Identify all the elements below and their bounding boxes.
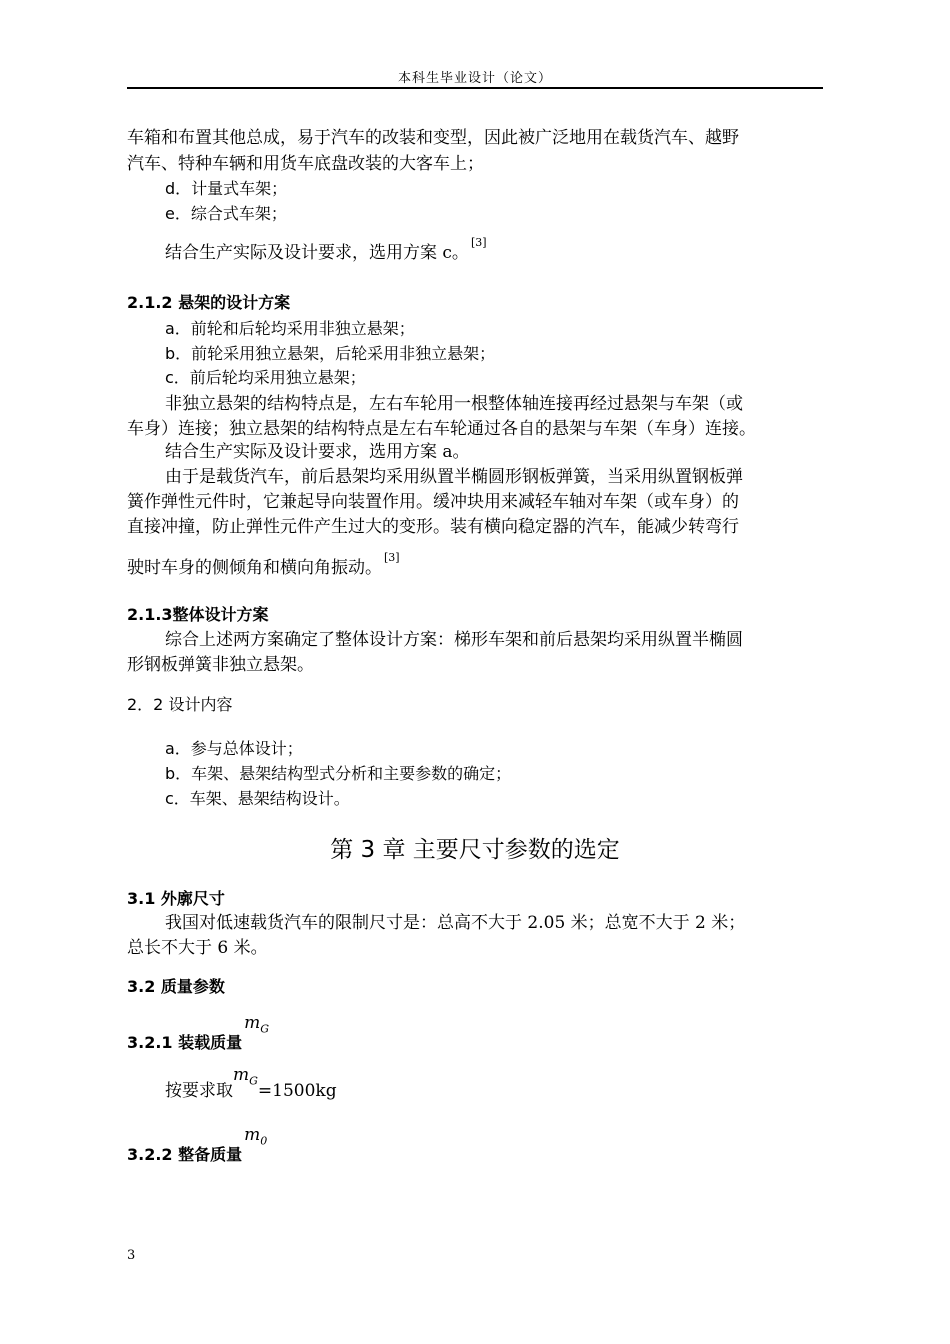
- list-item: d．计量式车架；: [165, 179, 288, 198]
- paragraph-line: 总长不大于 6 米。: [127, 938, 268, 958]
- chapter-title: 第 3 章 主要尺寸参数的选定: [330, 837, 620, 863]
- paragraph-line: 形钢板弹簧非独立悬架。: [127, 655, 314, 675]
- list-item: a．前轮和后轮均采用非独立悬架；: [165, 319, 415, 338]
- header-rule: [127, 87, 823, 89]
- section-heading: 2．2 设计内容: [127, 695, 233, 714]
- section-heading: 2.1.3整体设计方案: [127, 605, 269, 624]
- math-symbol: [233, 1065, 258, 1088]
- paragraph-line: [165, 1065, 337, 1108]
- symbol-base: m: [233, 1065, 250, 1085]
- paragraph-line: 非独立悬架的结构特点是，左右车轮用一根整体轴连接再经过悬架与车架（或: [165, 394, 743, 414]
- paragraph-line: 直接冲撞，防止弹性元件产生过大的变形。装有横向稳定器的汽车，能减少转弯行: [127, 517, 739, 537]
- section-heading: 3.2 质量参数: [127, 977, 225, 996]
- heading-text: 3.2.2 整备质量: [127, 1145, 243, 1164]
- list-item: e．综合式车架；: [165, 204, 287, 223]
- section-heading: 3.1 外廓尺寸: [127, 889, 225, 908]
- symbol-subscript: G: [260, 1022, 270, 1036]
- symbol-subscript: 0: [260, 1134, 268, 1148]
- paragraph-line: 我国对低速载货汽车的限制尺寸是：总高不大于 2.05 米；总宽不大于 2 米；: [165, 913, 746, 933]
- math-symbol: [244, 1013, 270, 1036]
- paragraph-line: [127, 551, 400, 579]
- page-number: 3: [127, 1248, 136, 1263]
- list-item: a．参与总体设计；: [165, 739, 303, 758]
- paragraph-line: 车箱和布置其他总成，易于汽车的改装和变型，因此被广泛地用在载货汽车、越野: [127, 128, 739, 148]
- citation-ref: [3]: [470, 236, 487, 249]
- list-item: b．前轮采用独立悬架，后轮采用非独立悬架；: [165, 344, 496, 363]
- paragraph-text: 驶时车身的侧倾角和横向角振动。: [127, 558, 382, 578]
- page-header: 本科生毕业设计（论文）: [397, 71, 552, 86]
- value-text: =1500kg: [257, 1081, 337, 1101]
- paragraph-line: 簧作弹性元件时，它兼起导向装置作用。缓冲块用来减轻车轴对车架（或车身）的: [127, 492, 739, 512]
- paragraph-line: 由于是载货汽车，前后悬架均采用纵置半椭圆形钢板弹簧，当采用纵置钢板弹: [165, 467, 743, 487]
- paragraph-text: 按要求取: [165, 1081, 233, 1101]
- conclusion-text: 结合生产实际及设计要求，选用方案 c。: [165, 243, 469, 263]
- paragraph-line: 结合生产实际及设计要求，选用方案 a。: [165, 442, 470, 462]
- list-item: b．车架、悬架结构型式分析和主要参数的确定；: [165, 764, 512, 783]
- heading-text: 3.2.1 装载质量: [127, 1033, 243, 1052]
- citation-ref: [3]: [384, 551, 400, 564]
- list-item: c．车架、悬架结构设计。: [165, 789, 350, 808]
- symbol-base: m: [244, 1125, 261, 1145]
- symbol-base: m: [244, 1013, 261, 1033]
- symbol-subscript: G: [249, 1074, 258, 1088]
- section-heading: [127, 1125, 268, 1172]
- section-heading: [127, 1013, 270, 1060]
- section-heading: 2.1.2 悬架的设计方案: [127, 293, 291, 312]
- paragraph-line: 综合上述两方案确定了整体设计方案：梯形车架和前后悬架均采用纵置半椭圆: [165, 630, 743, 650]
- paragraph-line: 车身）连接；独立悬架的结构特点是左右车轮通过各自的悬架与车架（车身）连接。: [127, 419, 756, 439]
- paragraph-line: [165, 236, 487, 264]
- paragraph-line: 汽车、特种车辆和用货车底盘改装的大客车上；: [127, 154, 484, 174]
- list-item: c．前后轮均采用独立悬架；: [165, 368, 366, 387]
- math-symbol: [244, 1125, 268, 1148]
